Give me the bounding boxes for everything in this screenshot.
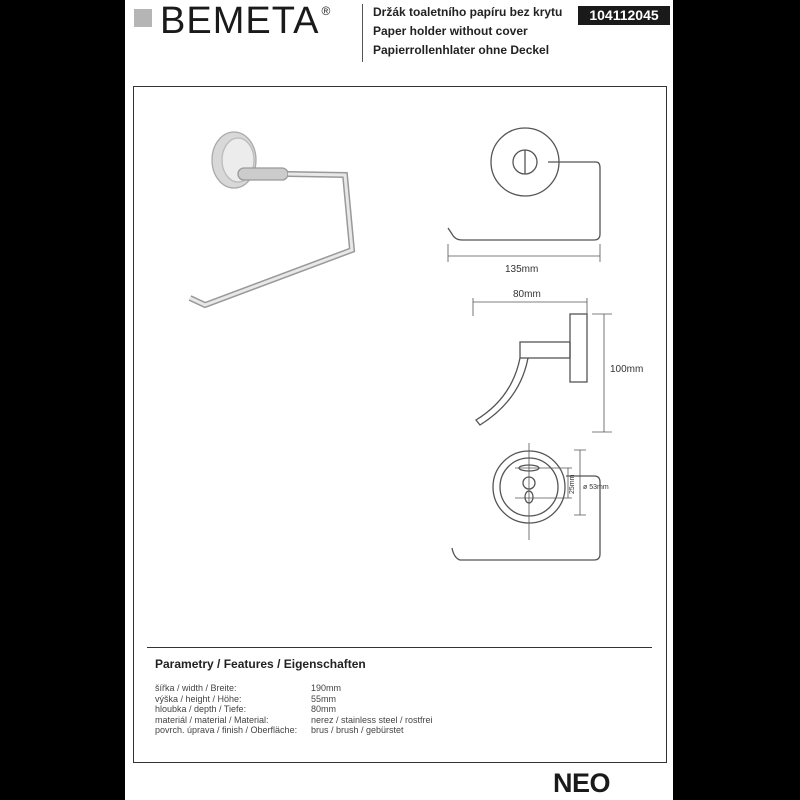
series-name: NEO	[553, 768, 611, 798]
dim-depth: 80mm	[513, 289, 541, 300]
dim-hole-spacing: 25mm	[569, 474, 576, 494]
parameters-title: Parametry / Features / Eigenschaften	[155, 657, 366, 671]
param-label: povrch. úprava / finish / Oberfläche:	[155, 725, 298, 735]
back-view-drawing	[452, 443, 609, 560]
title-cz: Držák toaletního papíru bez krytu	[373, 5, 563, 19]
dim-width: 135mm	[505, 264, 539, 275]
param-value: 190mm	[311, 683, 342, 693]
dim-diameter: ø 53mm	[583, 484, 609, 491]
param-label: výška / height / Höhe:	[155, 693, 242, 704]
param-label: šířka / width / Breite:	[155, 683, 237, 693]
param-row	[155, 694, 433, 705]
param-row	[155, 704, 433, 715]
param-label: hloubka / depth / Tiefe:	[155, 704, 247, 714]
param-value: 80mm	[311, 704, 337, 714]
side-view-drawing	[473, 289, 643, 432]
section-divider	[147, 647, 652, 648]
param-label: materiál / material / Material:	[155, 714, 269, 725]
param-value: brus / brush / gebürstet	[311, 725, 404, 735]
param-value: nerez / stainless steel / rostfrei	[311, 714, 433, 725]
parameters-table	[155, 683, 433, 736]
product-photo	[190, 132, 352, 305]
brand-name: BEMETA	[160, 0, 320, 42]
param-row	[155, 715, 433, 726]
product-code: 104112045	[578, 6, 670, 25]
registered-mark: ®	[321, 4, 331, 18]
title-en: Paper holder without cover	[373, 24, 528, 38]
title-de: Papierrollenhlater ohne Deckel	[373, 43, 550, 57]
param-row	[155, 683, 433, 694]
front-view-drawing	[448, 128, 600, 275]
param-row	[155, 725, 433, 736]
dim-height: 100mm	[610, 364, 644, 375]
param-value: 55mm	[311, 693, 337, 704]
